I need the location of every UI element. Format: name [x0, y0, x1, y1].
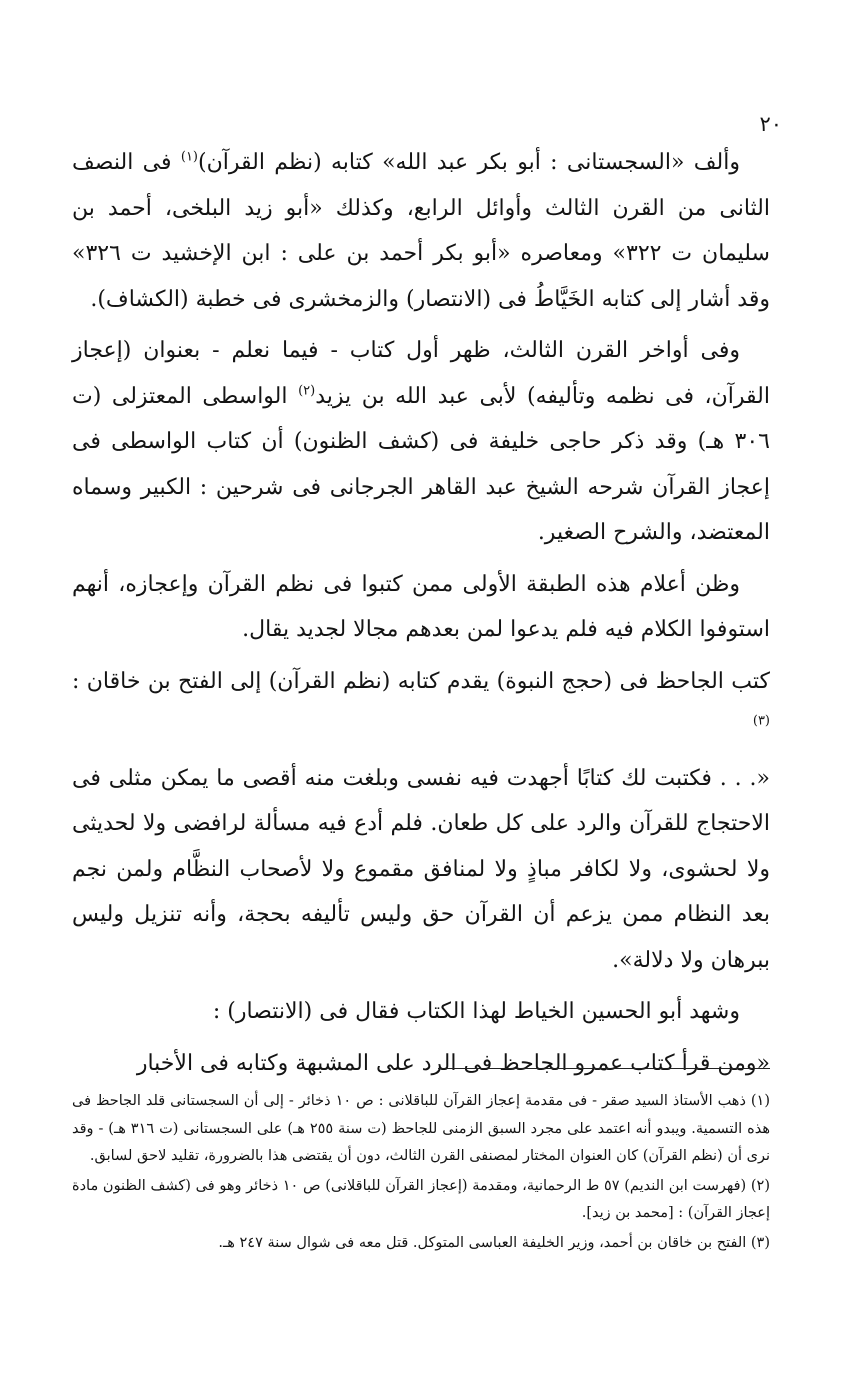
footnote-3: (٣) الفتح بن خاقان بن أحمد، وزير الخليفة العباسى المتوكل. قتل معه فى شوال سنة ٢٤٧ هـ. — [218, 1234, 770, 1251]
paragraph-text: وظن أعلام هذه الطبقة الأولى ممن كتبوا فى نظم القرآن وإعجازه، أنهم استوفوا الكلام فيه فلم يدعوا لمن بعدهم مجالا لجديد يقال. — [72, 571, 770, 642]
paragraph-wasiti — [72, 328, 770, 556]
paragraph-first-class — [72, 562, 770, 653]
quotation-jahiz — [72, 756, 770, 984]
paragraph-text: كتب الجاحظ فى (حجج النبوة) يقدم كتابه (نظم القرآن) إلى الفتح بن خاقان : — [72, 668, 770, 694]
quotation-text: «. . . فكتبت لك كتابًا أجهدت فيه نفسى وبلغت منه أقصى ما يمكن مثلى فى الاحتجاج للقرآن والرد على كل طعان. فلم أدع فيه مسألة لرافضى ولا لحديثى ولا لحشوى، ولا لكافر مباذٍ ولا لمنافق مقموع ولا لأصحاب النظَّام ولمن نجم بعد النظام ممن يزعم أن القرآن حق وليس تأليفه بحجة، وأنه تنزيل وليس ببرهان ولا دلالة». — [72, 765, 770, 973]
paragraph-text: وشهد أبو الحسين الخياط لهذا الكتاب فقال فى (الانتصار) : — [212, 999, 740, 1024]
paragraph-text-continued: فى النصف الثانى من القرن الثالث وأوائل الرابع، وكذلك «أبو زيد البلخى، أحمد بن سليمان ت ٣٢٢» ومعاصره «أبو بكر أحمد بن على : ابن الإخشيد ت ٣٢٦» وقد أشار إلى كتابه الخَيَّاطُ فى (الانتصار) والزمخشرى فى خطبة (الكشاف). — [72, 150, 770, 312]
body-text — [72, 140, 770, 1092]
quotation-text: «ومن قرأ كتاب عمرو الجاحظ فى الرد على المشبهة وكتابه فى الأخبار — [136, 1050, 770, 1076]
footnotes — [72, 1088, 770, 1259]
footnote-2: (٢) (فهرست ابن النديم) ٥٧ ط الرحمانية، ومقدمة (إعجاز القرآن للباقلانى) ص ١٠ ذخائر وهو فى (كشف الظنون مادة إعجاز القرآن) : [محمد بن زيد]. — [72, 1177, 770, 1221]
paragraph-text-continued: الواسطى المعتزلى (ت ٣٠٦ هـ) وقد ذكر حاجى خليفة فى (كشف الظنون) أن كتاب الواسطى فى إعجاز القرآن شرحه الشيخ عبد القاهر الجرجانى فى شرحين : الكبير وسماه المعتضد، والشرح الصغير. — [72, 383, 770, 545]
paragraph-khayyat — [72, 989, 770, 1035]
paragraph-jahiz-intro — [72, 659, 770, 750]
footnote-1: (١) ذهب الأستاذ السيد صقر - فى مقدمة إعجاز القرآن للباقلانى : ص ١٠ ذخائر - إلى أن السجستانى قلد الجاحظ فى هذه التسمية. ويبدو أنه اعتمد على مجرد السبق الزمنى للجاحظ (ت سنة ٢٥٥ هـ) على السجستانى (ت ٣١٦ هـ) - وقد نرى أن (نظم القرآن) كان العنوان المختار لمصنفى القرن الثالث، دون أن يقتضى هذا بالضرورة، تقليد لاحق لسابق. — [72, 1093, 770, 1164]
paragraph-text: وألف «السجستانى : أبو بكر عبد الله» كتابه (نظم القرآن) — [198, 150, 740, 175]
footnote-divider — [438, 1068, 770, 1069]
page-number: ٢٠ — [759, 112, 782, 136]
paragraph-text: وفى أواخر القرن الثالث، ظهر أول كتاب - فيما نعلم - بعنوان (إعجاز القرآن، فى نظمه وتأليفه) لأبى عبد الله بن يزيد — [72, 338, 770, 409]
footnote-ref-2: (٢) — [298, 383, 316, 399]
footnote-ref-3: (٣) — [752, 713, 770, 729]
quotation-khayyat — [72, 1041, 770, 1087]
footnote-ref-1: (١) — [180, 149, 198, 165]
paragraph-sijistani — [72, 140, 770, 322]
